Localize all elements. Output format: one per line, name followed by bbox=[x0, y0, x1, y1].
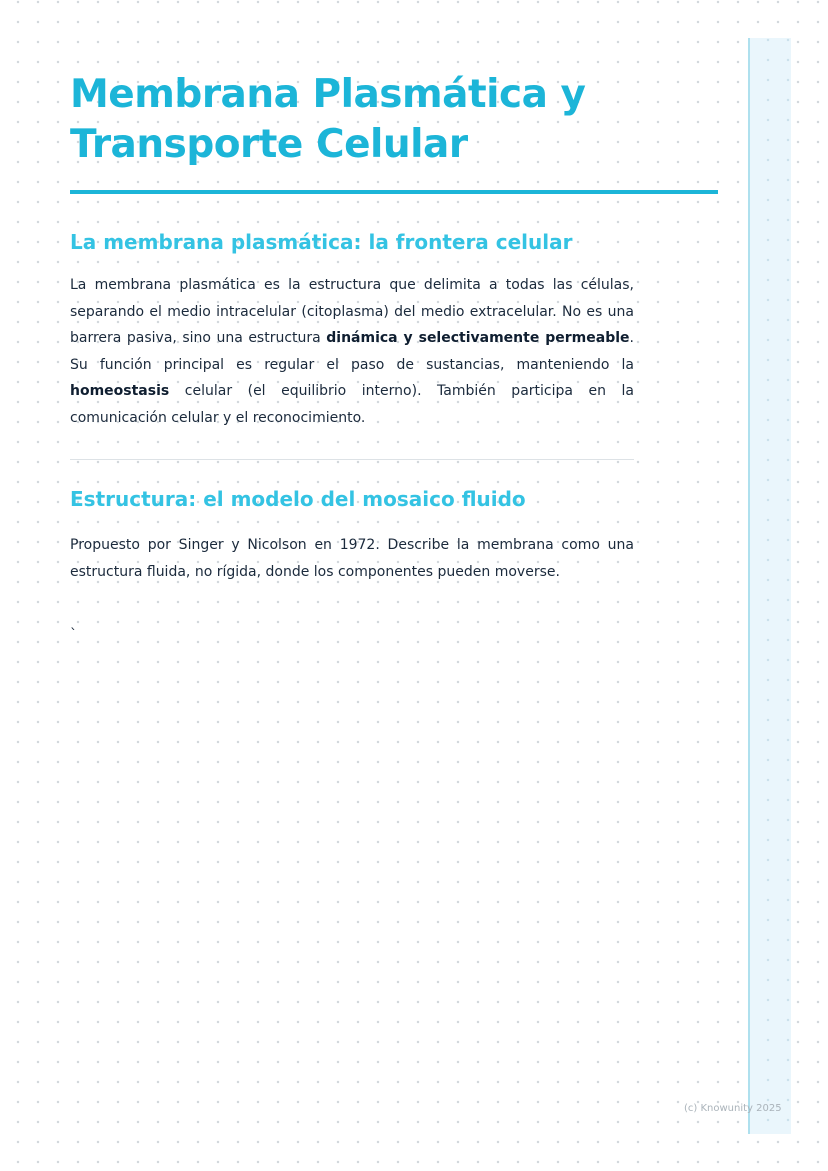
side-margin-strip bbox=[748, 38, 791, 1134]
section-paragraph-estructura: Propuesto por Singer y Nicolson en 1972. Describe la membrana como una estructura fluida, no rígida, donde los componentes pueden moverse. bbox=[70, 537, 634, 580]
section-divider bbox=[70, 459, 634, 460]
page-title bbox=[70, 70, 710, 170]
paragraph-text: celular (el equilibrio interno). También participa en la comunicación celular y el reconocimiento. bbox=[70, 383, 634, 426]
bold-term-dinamica: dinámica y selectivamente permeable bbox=[326, 330, 630, 346]
section-paragraph-membrana bbox=[70, 272, 634, 431]
paragraph-text: La membrana plasmática es la estructura que delimita a todas las células, separando el medio intracelular (citoplasma) del medio extracelular. No es una barrera pasiva, sino una estructura bbox=[70, 277, 634, 346]
page-title-line-1: Membrana Plasmática y bbox=[70, 72, 586, 117]
title-underline bbox=[70, 190, 718, 194]
bold-term-homeostasis: homeostasis bbox=[70, 383, 170, 399]
paragraph-text: . Su función principal es regular el paso de sustancias, manteniendo la bbox=[70, 330, 634, 373]
footer-copyright: (c) Knowunity 2025 bbox=[684, 1103, 782, 1114]
section-heading-membrana: La membrana plasmática: la frontera celular bbox=[70, 230, 573, 254]
section-heading-estructura: Estructura: el modelo del mosaico fluido bbox=[70, 487, 526, 511]
page-title-line-2: Transporte Celular bbox=[70, 122, 468, 167]
stray-mark: ` bbox=[70, 627, 77, 643]
